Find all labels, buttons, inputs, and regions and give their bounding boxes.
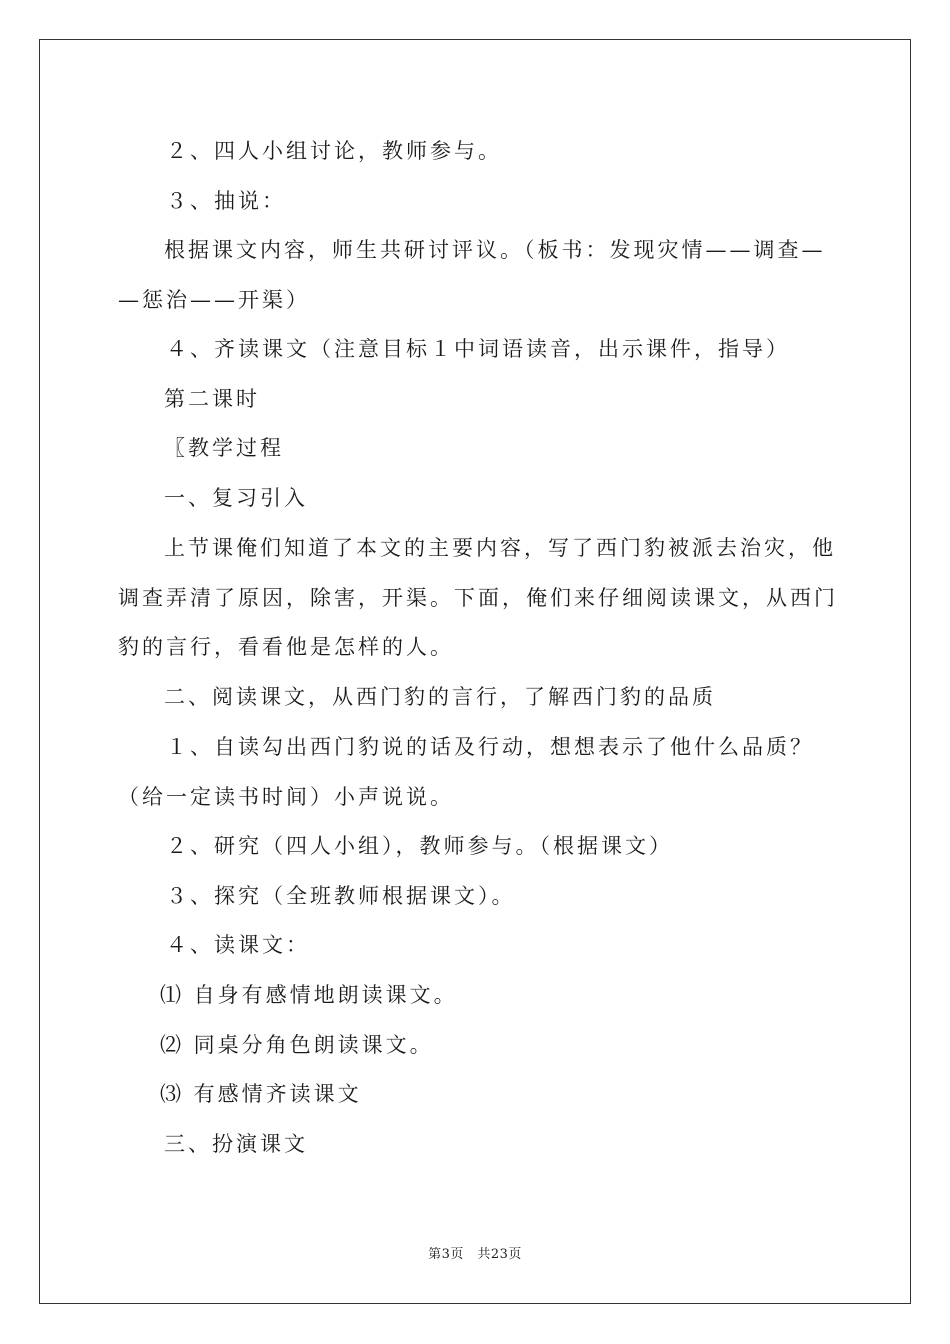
list-item-read-2: ⑵ 同桌分角色朗读课文。	[160, 1033, 434, 1057]
paragraph-reading-step-1-line-2: （给一定读书时间）小声说说。	[118, 785, 454, 809]
page-footer: 第3页 共23页	[428, 1247, 522, 1262]
section-title-lesson-2: 第二课时	[164, 387, 260, 411]
section-title-teaching-process: 〖教学过程	[164, 436, 284, 460]
paragraph-review-line-3: 豹的言行，看看他是怎样的人。	[118, 635, 454, 659]
paragraph-reading-step-4: ４、读课文：	[166, 933, 310, 957]
paragraph-reading-step-2: ２、研究（四人小组），教师参与。（根据课文）	[166, 834, 673, 858]
section-title-perform: 三、扮演课文	[164, 1132, 308, 1156]
list-item-read-3: ⑶ 有感情齐读课文	[160, 1082, 362, 1106]
paragraph-review-line-2: 调查弄清了原因，除害，开渠。下面，俺们来仔细阅读课文，从西门	[118, 586, 838, 610]
section-title-review: 一、复习引入	[164, 486, 308, 510]
list-item-read-1: ⑴ 自身有感情地朗读课文。	[160, 983, 458, 1007]
section-title-reading: 二、阅读课文，从西门豹的言行，了解西门豹的品质	[164, 685, 716, 709]
paragraph-step-4: ４、齐读课文（注意目标１中词语读音，出示课件，指导）	[166, 337, 790, 361]
paragraph-discussion-line-1: 根据课文内容，师生共研讨评议。（板书：发现灾情——调查—	[164, 238, 826, 262]
paragraph-review-line-1: 上节课俺们知道了本文的主要内容，写了西门豹被派去治灾，他	[164, 536, 836, 560]
page-border	[39, 39, 911, 1304]
paragraph-discussion-line-2: —惩治——开渠）	[118, 288, 310, 312]
paragraph-step-3: ３、抽说：	[166, 189, 286, 213]
paragraph-reading-step-3: ３、探究（全班教师根据课文）。	[166, 884, 516, 908]
paragraph-reading-step-1-line-1: １、自读勾出西门豹说的话及行动，想想表示了他什么品质？	[166, 735, 814, 759]
paragraph-step-2: ２、四人小组讨论，教师参与。	[166, 139, 502, 163]
